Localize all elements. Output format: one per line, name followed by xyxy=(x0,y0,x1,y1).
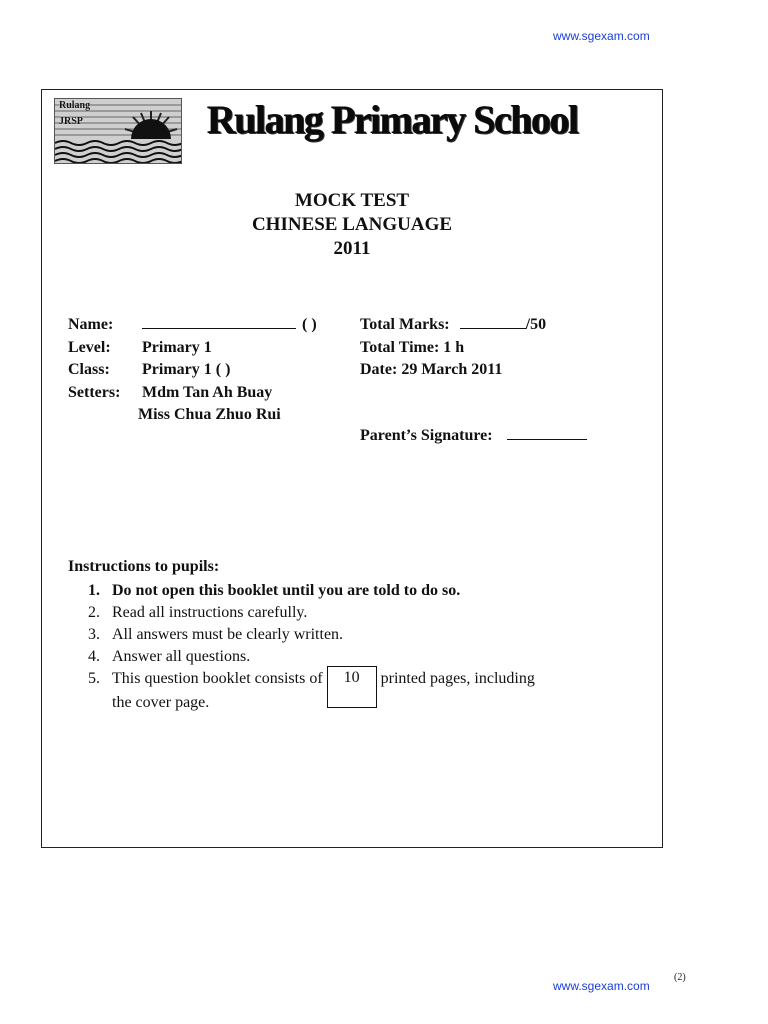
instruction-item: 4. Answer all questions. xyxy=(88,648,251,665)
name-row xyxy=(68,316,317,334)
name-register-paren: ( ) xyxy=(302,316,317,333)
instruction-item-continued: the cover page. xyxy=(112,694,210,711)
level-row xyxy=(68,339,212,357)
parent-signature-label: Parent’s Signature: xyxy=(360,427,493,444)
name-blank[interactable] xyxy=(142,328,296,329)
parent-signature-blank[interactable] xyxy=(507,439,587,440)
subject-title: CHINESE LANGUAGE xyxy=(251,214,453,235)
instruction-5-after: printed pages, including xyxy=(380,670,535,687)
page-count-box: 10 xyxy=(327,666,377,708)
school-logo xyxy=(54,98,182,164)
test-title: MOCK TEST xyxy=(294,190,410,211)
total-marks-row xyxy=(360,316,546,334)
setter-1: Mdm Tan Ah Buay xyxy=(142,384,273,401)
total-time: Total Time: 1 h xyxy=(360,339,465,356)
total-marks-label: Total Marks: xyxy=(360,316,450,333)
name-label: Name: xyxy=(68,316,114,333)
total-marks-suffix: /50 xyxy=(525,316,547,333)
class-value: Primary 1 ( ) xyxy=(142,361,231,378)
setter-2: Miss Chua Zhuo Rui xyxy=(138,406,281,423)
class-row xyxy=(68,361,230,379)
school-name: Rulang Primary School xyxy=(207,97,578,142)
test-date: Date: 29 March 2011 xyxy=(360,361,503,378)
instruction-item: 1. Do not open this booklet until you are told to do so. xyxy=(88,582,461,599)
level-label: Level: xyxy=(68,339,111,356)
site-link-top[interactable]: www.sgexam.com xyxy=(553,29,650,43)
site-link-bottom[interactable]: www.sgexam.com xyxy=(553,979,650,993)
instructions-list xyxy=(88,580,648,714)
class-label: Class: xyxy=(68,361,110,378)
parent-signature-row xyxy=(360,427,587,445)
instructions-heading: Instructions to pupils: xyxy=(68,558,220,575)
instruction-item: 5. This question booklet consists of 10 printed pages, including xyxy=(88,668,648,710)
instruction-item: 3. All answers must be clearly written. xyxy=(88,626,344,643)
instruction-item: 2. Read all instructions carefully. xyxy=(88,604,308,621)
logo-text-line2: JRSP xyxy=(59,116,83,127)
total-marks-blank[interactable] xyxy=(460,328,526,329)
cover-page-frame xyxy=(41,89,663,848)
year-title: 2011 xyxy=(333,238,371,259)
setters-row xyxy=(68,384,272,402)
setters-label: Setters: xyxy=(68,384,121,401)
level-value: Primary 1 xyxy=(142,339,212,356)
logo-text-line1: Rulang xyxy=(59,100,91,111)
page-number-mark: (2) xyxy=(674,972,686,983)
instruction-5-before: This question booklet consists of xyxy=(112,670,323,687)
